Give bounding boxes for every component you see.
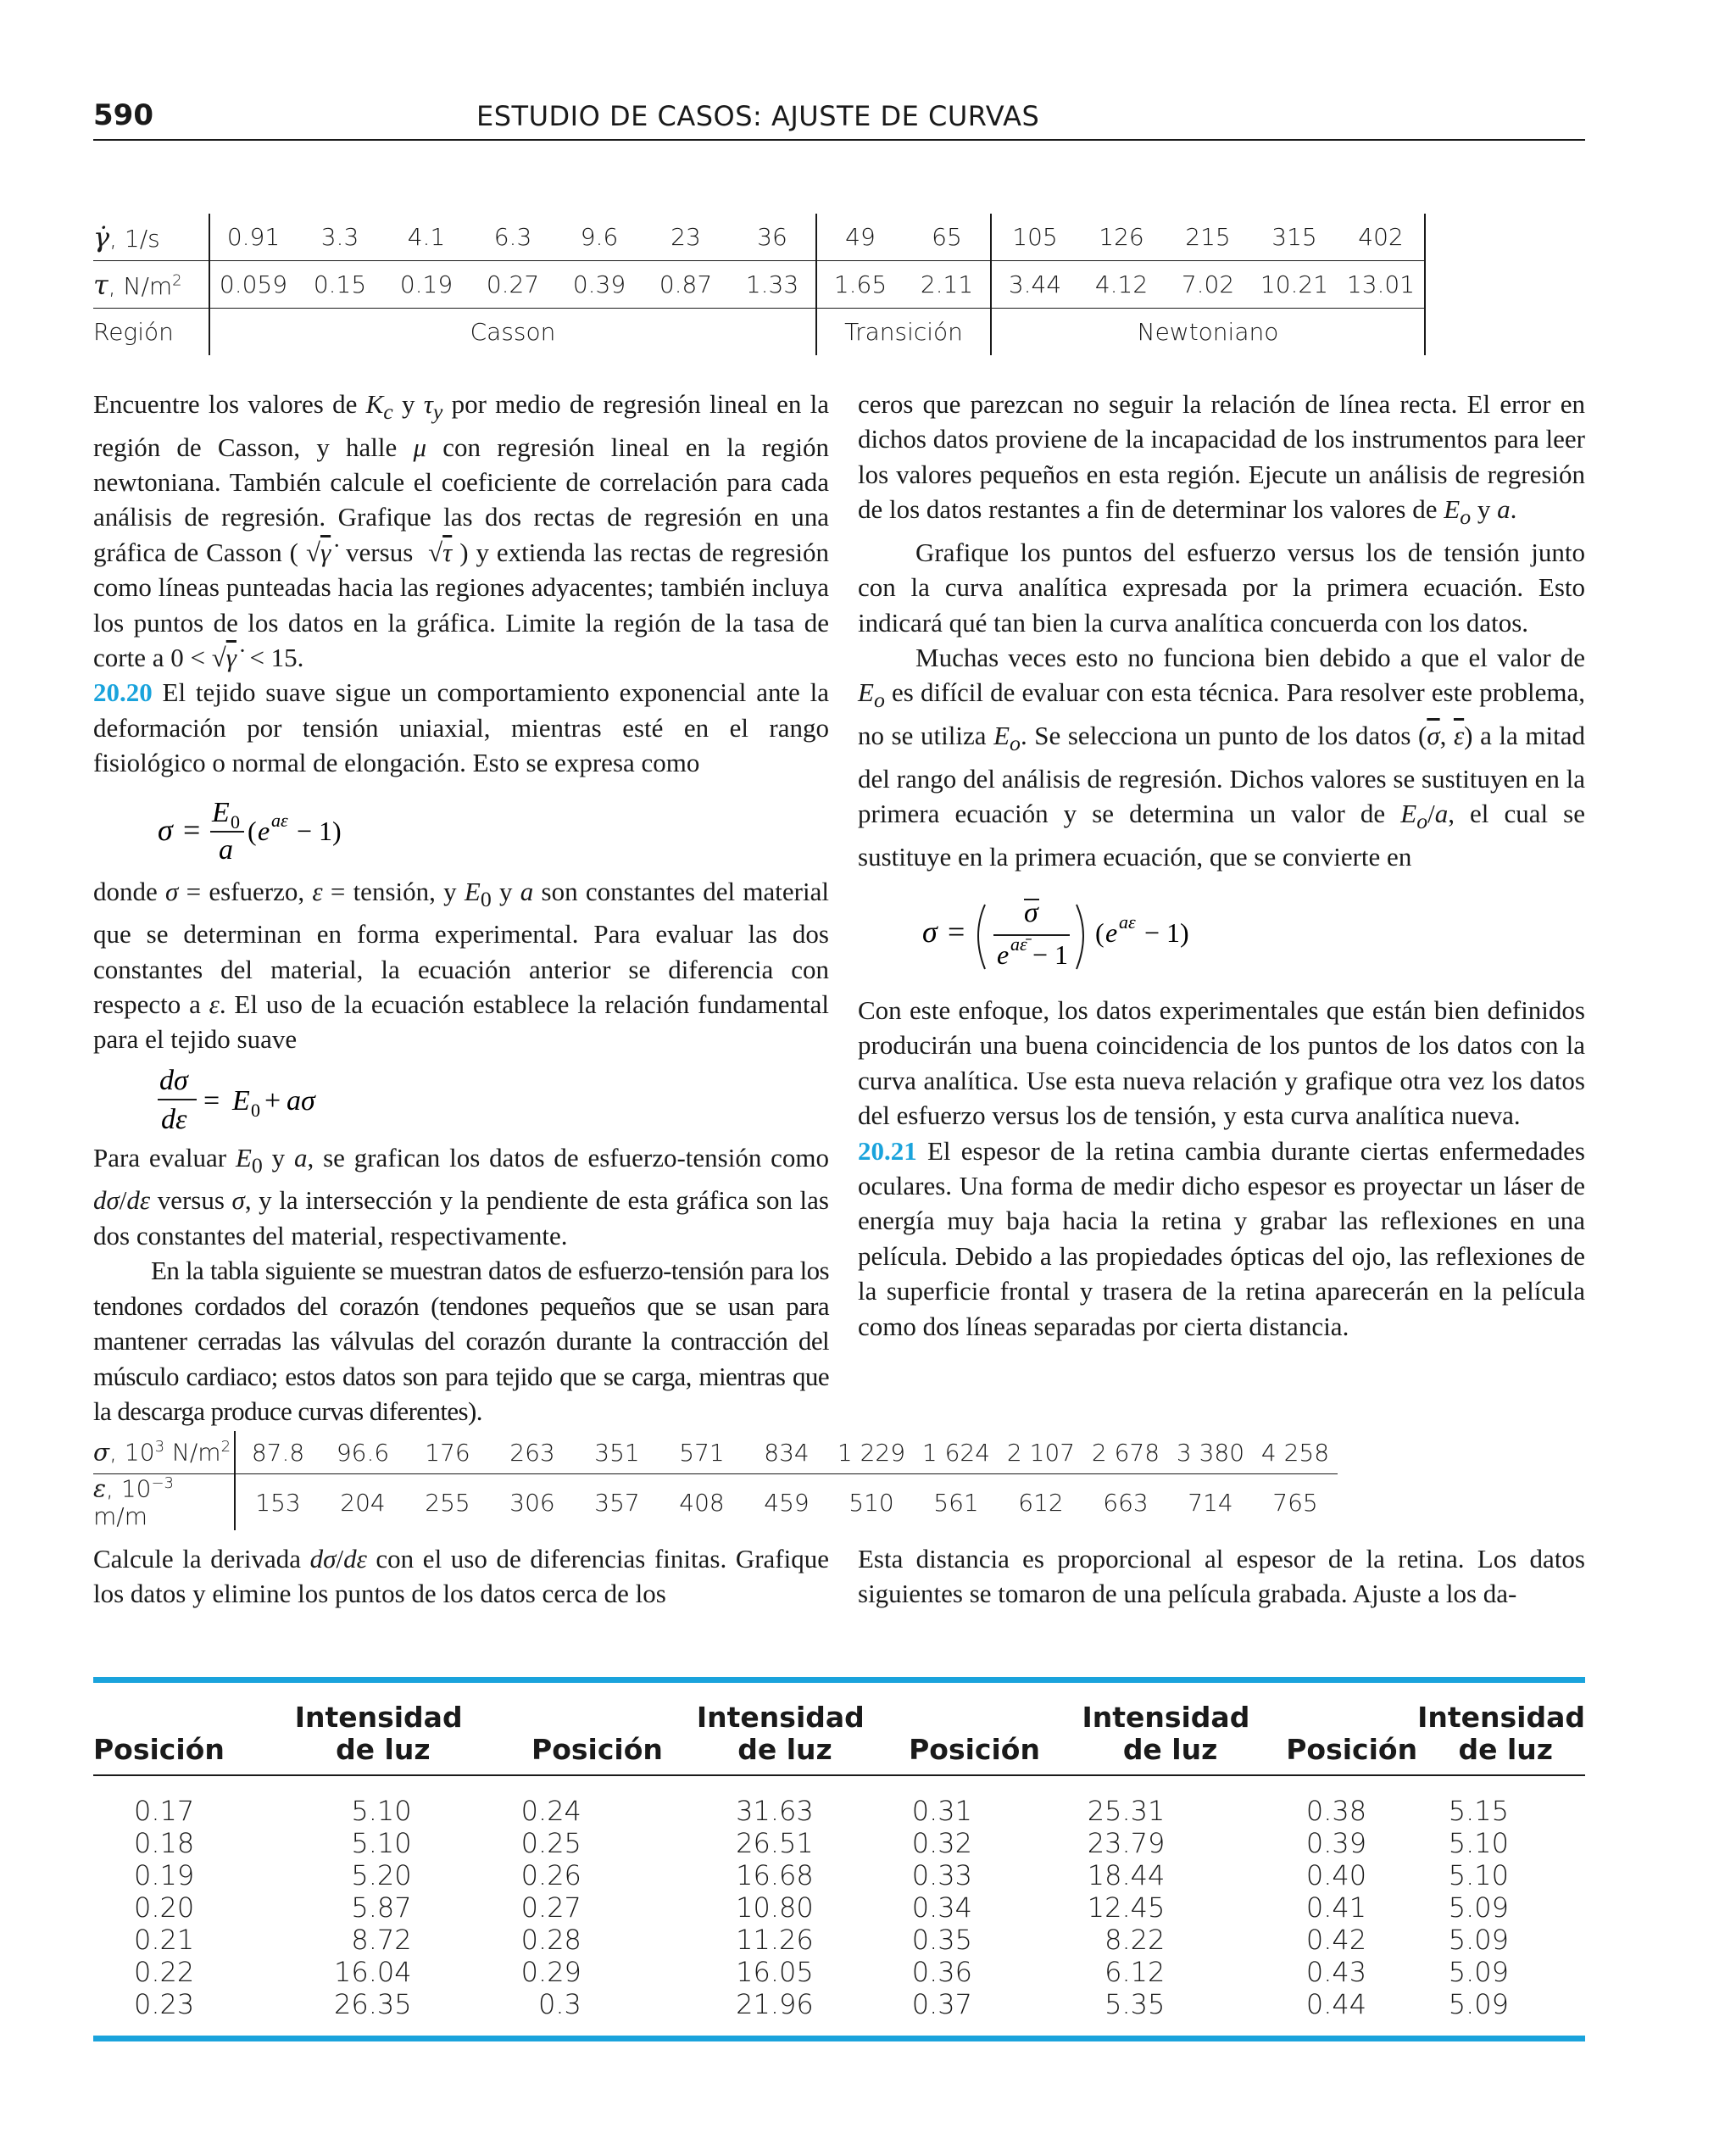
cell: 3.3: [297, 214, 383, 261]
position-cell: 0.27: [520, 1891, 581, 1924]
region-casson: Casson: [209, 309, 816, 356]
intensity-cell: 8.72: [351, 1924, 412, 1956]
header-intensity: Intensidad de luz: [1417, 1695, 1585, 1775]
cell: 10.21: [1251, 261, 1338, 309]
intensity-cell: 21.96: [736, 1988, 814, 2020]
paragraph: 20.20 El tejido suave sigue un comportamiento exponencial ante la deformación por tensión uniaxial, mientras esté en el rango fisiológico o normal de elongación. Esto se expresa como: [93, 677, 829, 778]
paragraph: Esta distancia es proporcional al espesor de la retina. Los datos siguientes se tomaron de una película grabada. Ajuste a los da-: [858, 1544, 1585, 1609]
intensity-cell: 5.10: [351, 1795, 412, 1827]
intensity-cell: 5.15: [1448, 1795, 1509, 1827]
cell: 0.059: [209, 261, 297, 309]
cell: 176: [405, 1431, 490, 1474]
table-row: [93, 214, 1425, 261]
paragraph: Encuentre los valores de $K_c$ y $\tau_y$ por medio de regresión lineal en la región de Casson, y halle μ con regresión lineal en la región newtoniana. También calcule el coeficiente de correlación para cada análisis de regresión. Grafique las dos rectas de regresión en una gráfica de Casson ( √γ̇ versus √τ ) y extienda las rectas de regresión como líneas punteadas hacia las regiones adyacentes; también incluya los puntos de los datos en la gráfica. Limite la región de la tasa de corte a 0 < √γ̇ < 15.: [93, 389, 829, 673]
page-number: 590: [93, 98, 153, 132]
right-column-upper: [858, 387, 1585, 1344]
cell: 1.33: [729, 261, 816, 309]
equation-sigma-bar: [858, 874, 1585, 993]
position-cell: 0.20: [134, 1891, 195, 1924]
table-header-row: [93, 1695, 1585, 1775]
svg-text:+: +: [264, 1084, 281, 1117]
intensity-cell: 12.45: [1087, 1891, 1166, 1924]
intensity-cell: 16.05: [736, 1956, 814, 1988]
cell: 0.27: [470, 261, 556, 309]
table-row: [93, 1956, 1585, 1988]
svg-text:σ: σ: [158, 812, 173, 847]
position-cell: 0.18: [134, 1827, 195, 1859]
position-cell: 0.38: [1305, 1795, 1367, 1827]
cell: 402: [1338, 214, 1425, 261]
cell: 0.87: [643, 261, 729, 309]
paragraph: Muchas veces esto no funciona bien debido a que el valor de $E_o$ es difícil de evaluar con esta técnica. Para resolver este problema, no se utiliza $E_o$. Se selecciona un punto de los datos ($\overline{\sigma}$, $\overline{\varepsilon}$) a la mitad del rango del análisis de regresión. Dichos valores se sustituyen en la primera ecuación y se determina un valor de $E_o/a$, el cual se sustituye en la primera ecuación, que se convierte en: [858, 643, 1585, 872]
intensity-cell: 5.20: [351, 1859, 412, 1891]
position-cell: 0.19: [134, 1859, 195, 1891]
svg-text:E: E: [232, 1084, 250, 1117]
intensity-cell: 5.09: [1448, 1956, 1509, 1988]
cell: 2.11: [904, 261, 991, 309]
intensity-cell: 10.80: [736, 1891, 814, 1924]
cell: 714: [1188, 1488, 1233, 1517]
page-header: [93, 95, 1585, 141]
cell: 1.65: [816, 261, 904, 309]
equation-sigma: [93, 781, 829, 874]
cell: 49: [816, 214, 904, 261]
svg-text:=: =: [183, 812, 201, 847]
right-column-lower: [858, 1541, 1585, 1612]
header-position: Posición: [1249, 1695, 1417, 1775]
position-cell: 0.31: [911, 1795, 972, 1827]
light-intensity-table: [93, 1677, 1585, 2041]
shear-rate-label: γ̇, 1/s: [93, 214, 209, 261]
running-title: ESTUDIO DE CASOS: AJUSTE DE CURVAS: [476, 100, 1040, 132]
svg-text:e: e: [997, 939, 1010, 971]
region-newtonian: Newtoniano: [991, 309, 1425, 356]
cell: 459: [764, 1488, 810, 1517]
cell: 0.39: [556, 261, 643, 309]
table-row: [93, 1775, 1585, 1827]
position-cell: 0.42: [1305, 1924, 1367, 1956]
cell: 96.6: [320, 1431, 405, 1474]
cell: 23: [643, 214, 729, 261]
intensity-cell: 5.35: [1104, 1988, 1166, 2020]
intensity-cell: 18.44: [1087, 1859, 1166, 1891]
svg-text:=: =: [948, 915, 965, 950]
shear-stress-label: τ, $N/m^2$: [93, 261, 209, 309]
svg-text:(: (: [248, 815, 257, 846]
intensity-cell: 6.12: [1104, 1956, 1166, 1988]
intensity-cell: 5.10: [1448, 1859, 1509, 1891]
intensity-cell: 11.26: [736, 1924, 814, 1956]
cell: 315: [1251, 214, 1338, 261]
position-cell: 0.29: [520, 1956, 581, 1988]
intensity-cell: 8.22: [1104, 1924, 1166, 1956]
cell: 7.02: [1165, 261, 1251, 309]
table-row: [93, 1988, 1585, 2020]
cell: 2 107: [999, 1431, 1083, 1474]
cell: 612: [1018, 1488, 1064, 1517]
cell: 561: [933, 1488, 979, 1517]
svg-text:aε: aε: [1119, 911, 1136, 933]
svg-text:a: a: [219, 833, 233, 866]
svg-text:=: =: [203, 1084, 220, 1117]
cell: 663: [1103, 1488, 1149, 1517]
cell: 105: [991, 214, 1078, 261]
shear-rate-table: [93, 214, 1426, 355]
intensity-cell: 23.79: [1087, 1827, 1166, 1859]
cell: 3 380: [1168, 1431, 1253, 1474]
position-cell: 0.39: [1305, 1827, 1367, 1859]
svg-text:dε: dε: [161, 1103, 187, 1135]
intensity-cell: 5.09: [1448, 1891, 1509, 1924]
svg-text:0: 0: [231, 810, 240, 833]
table-row: [93, 309, 1425, 356]
intensity-cell: 16.68: [736, 1859, 814, 1891]
position-cell: 0.36: [911, 1956, 972, 1988]
equation-graphic: [93, 1057, 432, 1140]
cell: 1 624: [914, 1431, 999, 1474]
equation-graphic: [858, 874, 1248, 993]
table-row: [93, 1474, 1338, 1531]
position-cell: 0.21: [134, 1924, 195, 1956]
position-cell: 0.37: [911, 1988, 972, 2020]
paragraph: Para evaluar $E_0$ y a, se grafican los datos de esfuerzo-tensión como dσ/dε versus σ, y la intersección y la pendiente de esta gráfica son las dos constantes del material, respectivamente.: [93, 1142, 830, 1250]
cell: 36: [729, 214, 816, 261]
position-cell: 0.44: [1305, 1988, 1367, 2020]
intensity-cell: 5.09: [1448, 1988, 1509, 2020]
position-cell: 0.43: [1305, 1956, 1367, 1988]
table-row: [93, 1924, 1585, 1956]
svg-text:− 1: − 1: [1032, 939, 1069, 971]
cell: 0.19: [383, 261, 470, 309]
svg-text:(: (: [1095, 917, 1104, 949]
cell: 215: [1165, 214, 1251, 261]
problem-number: 20.21: [858, 1135, 917, 1166]
position-cell: 0.25: [520, 1827, 581, 1859]
header-intensity: Intensidad de luz: [253, 1695, 462, 1775]
left-column-lower: [93, 1541, 829, 1612]
cell: 357: [594, 1488, 640, 1517]
intensity-cell: 25.31: [1087, 1795, 1166, 1827]
position-cell: 0.22: [134, 1956, 195, 1988]
region-transition: Transición: [816, 309, 991, 356]
sigma-label: σ, $10^3$ $N/m^2$: [93, 1431, 235, 1474]
paragraph: Con este enfoque, los datos experimentales que están bien definidos producirán una buena coincidencia de los puntos de los datos con la curva analítica. Use esta nueva relación y grafique otra vez los datos del esfuerzo versus los de tensión, y esta curva analítica nueva.: [858, 995, 1585, 1131]
cell: 0.91: [209, 214, 297, 261]
svg-text:aε: aε: [271, 809, 288, 831]
light-table-body: [93, 1775, 1585, 2020]
header-intensity: Intensidad de luz: [1040, 1695, 1249, 1775]
header-position: Posición: [93, 1695, 253, 1775]
cell: 834: [744, 1431, 829, 1474]
position-cell: 0.3: [538, 1988, 581, 2020]
cell: 153: [255, 1488, 301, 1517]
table-top-rule: [93, 1680, 1585, 1696]
paragraph: donde σ = esfuerzo, ε = tensión, y $E_0$ y a son constantes del material que se determinan en forma experimental. Para evaluar las dos constantes del material, la ecuación anterior se diferencia con respecto a ε. El uso de la ecuación establece la relación fundamental para el tejido suave: [93, 876, 829, 1055]
stress-strain-table: [93, 1431, 1338, 1530]
cell: 6.3: [470, 214, 556, 261]
svg-text:0: 0: [251, 1099, 260, 1121]
svg-text:− 1): − 1): [1144, 917, 1189, 949]
cell: 306: [509, 1488, 555, 1517]
table-row: [93, 261, 1425, 309]
table-row: [93, 1891, 1585, 1924]
header-position: Posición: [463, 1695, 663, 1775]
cell: 87.8: [235, 1431, 320, 1474]
intensity-cell: 31.63: [736, 1795, 814, 1827]
region-label: Región: [93, 309, 209, 356]
cell: 765: [1272, 1488, 1318, 1517]
table-row: [93, 1431, 1338, 1474]
cell: 255: [425, 1488, 470, 1517]
problem-number: 20.20: [93, 677, 153, 708]
epsilon-label: ε, $10^{-3}$ m/m: [93, 1474, 235, 1531]
intensity-cell: 5.87: [351, 1891, 412, 1924]
position-cell: 0.41: [1305, 1891, 1367, 1924]
paragraph: Grafique los puntos del esfuerzo versus los de tensión junto con la curva analítica expresada por la primera ecuación. Esto indicará qué tan bien la curva analítica concuerda con los datos.: [858, 537, 1585, 638]
cell: 9.6: [556, 214, 643, 261]
cell: 571: [659, 1431, 744, 1474]
paragraph: 20.21 El espesor de la retina cambia durante ciertas enfermedades oculares. Una forma de medir dicho espesor es proyectar un láser de energía muy baja hacia la retina y grabar las reflexiones en una película. Debido a las propiedades ópticas del ojo, las reflexiones de la superficie frontal y trasera de la retina aparecerán en la película como dos líneas separadas por cierta distancia.: [858, 1135, 1585, 1341]
table-row: [93, 1827, 1585, 1859]
position-cell: 0.33: [911, 1859, 972, 1891]
intensity-cell: 5.10: [351, 1827, 412, 1859]
cell: 2 678: [1083, 1431, 1168, 1474]
cell: 13.01: [1338, 261, 1425, 309]
cell: 351: [575, 1431, 659, 1474]
cell: 204: [340, 1488, 386, 1517]
intensity-cell: 5.10: [1448, 1827, 1509, 1859]
equation-derivative: [93, 1057, 829, 1140]
cell: 408: [679, 1488, 725, 1517]
svg-text:E: E: [212, 796, 230, 828]
intensity-cell: 16.04: [333, 1956, 412, 1988]
cell: 4.1: [383, 214, 470, 261]
cell: 126: [1078, 214, 1165, 261]
cell: 4.12: [1078, 261, 1165, 309]
position-cell: 0.26: [520, 1859, 581, 1891]
cell: 4 258: [1253, 1431, 1338, 1474]
position-cell: 0.23: [134, 1988, 195, 2020]
intensity-cell: 26.35: [333, 1988, 412, 2020]
position-cell: 0.34: [911, 1891, 972, 1924]
cell: 65: [904, 214, 991, 261]
position-cell: 0.24: [520, 1795, 581, 1827]
svg-text:σ: σ: [922, 915, 938, 950]
cell: 3.44: [991, 261, 1078, 309]
svg-text:e: e: [1105, 917, 1118, 949]
svg-text:aσ: aσ: [287, 1084, 315, 1117]
svg-text:e: e: [258, 815, 270, 846]
intensity-cell: 26.51: [736, 1827, 814, 1859]
paragraph: Calcule la derivada dσ/dε con el uso de diferencias finitas. Grafique los datos y elimine los puntos de los datos cerca de los: [93, 1544, 829, 1609]
table-row: [93, 1859, 1585, 1891]
svg-text:aε̄: aε̄: [1010, 933, 1027, 955]
cell: 263: [490, 1431, 575, 1474]
position-cell: 0.32: [911, 1827, 972, 1859]
equation-graphic: [93, 781, 432, 874]
intensity-cell: 5.09: [1448, 1924, 1509, 1956]
paragraph: En la tabla siguiente se muestran datos de esfuerzo-tensión para los tendones cordados del corazón (tendones pequeños que se usan para mantener cerradas las válvulas del corazón durante la contracción del músculo cardiaco; estos datos son para tejido que se carga, mientras que la descarga produce curvas diferentes).: [93, 1256, 829, 1426]
svg-text:σ: σ: [1024, 897, 1038, 929]
header-intensity: Intensidad de luz: [663, 1695, 865, 1775]
table-bottom-rule: [93, 2020, 1585, 2039]
position-cell: 0.17: [134, 1795, 195, 1827]
position-cell: 0.28: [520, 1924, 581, 1956]
svg-text:− 1): − 1): [297, 815, 342, 846]
cell: 510: [849, 1488, 894, 1517]
paragraph: ceros que parezcan no seguir la relación de línea recta. El error en dichos datos proviene de la incapacidad de los instrumentos para leer los valores pequeños en esta región. Ejecute un análisis de regresión de los datos restantes a fin de determinar los valores de $E_o$ y a.: [858, 389, 1585, 530]
position-cell: 0.35: [911, 1924, 972, 1956]
cell: 1 229: [829, 1431, 914, 1474]
cell: 0.15: [297, 261, 383, 309]
header-position: Posición: [865, 1695, 1040, 1775]
left-column-upper: [93, 387, 829, 1429]
position-cell: 0.40: [1305, 1859, 1367, 1891]
svg-text:dσ: dσ: [159, 1064, 188, 1096]
